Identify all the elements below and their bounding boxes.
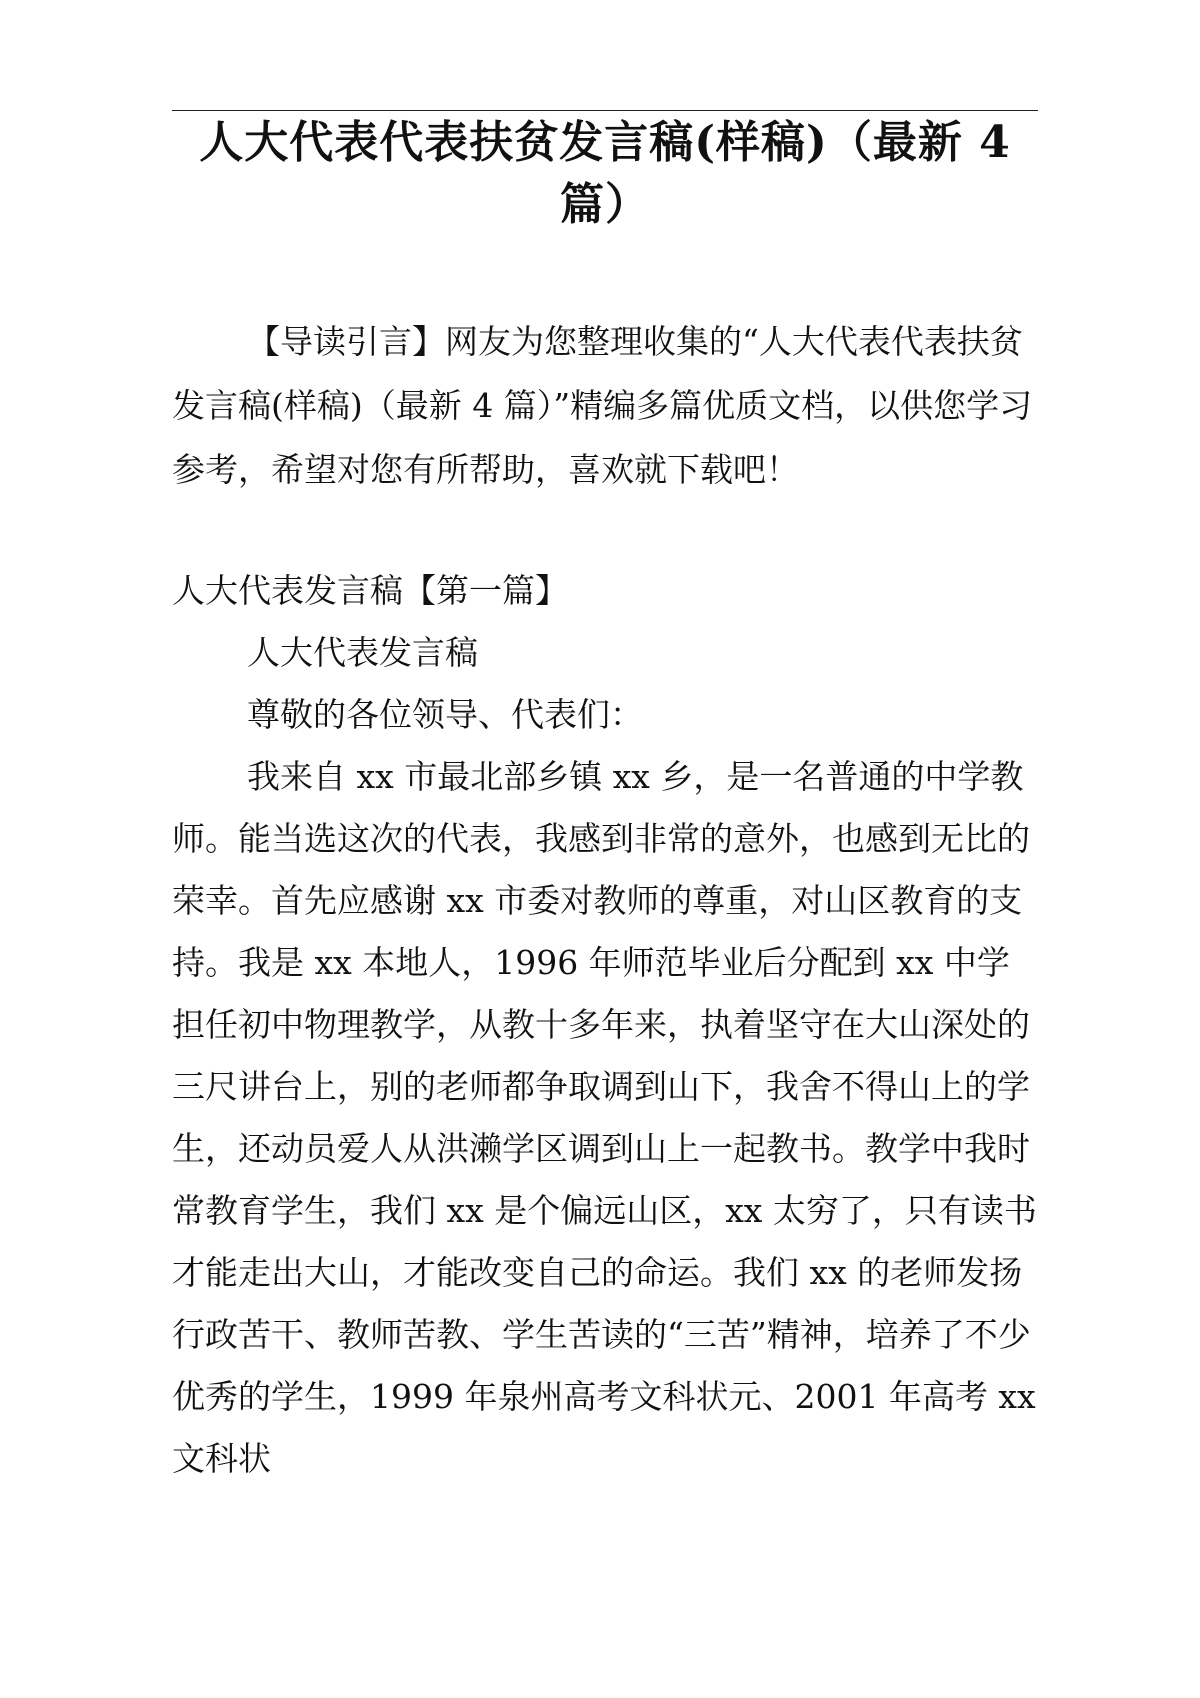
document-title: 人大代表代表扶贫发言稿(样稿)（最新 4 篇） [199,117,1011,230]
header-rule [172,110,1038,111]
salutation: 尊敬的各位领导、代表们： [247,695,643,734]
intro-block [172,310,1038,502]
speech-subtitle: 人大代表发言稿 [247,633,478,672]
body-paragraph: 我来自 xx 市最北部乡镇 xx 乡，是一名普通的中学教师。能当选这次的代表，我感到非常的意外，也感到无比的荣幸。首先应感谢 xx 市委对教师的尊重，对山区教育的支持。我是 xx 本地人，1996 年师范毕业后分配到 xx 中学担任初中物理教学，从教十多年来，执着坚守在大山深处的三尺讲台上，别的老师都争取调到山下，我舍不得山上的学生，还动员爱人从洪濑学区调到山上一起教书。教学中我时常教育学生，我们 xx 是个偏远山区，xx 太穷了，只有读书才能走出大山，才能改变自己的命运。我们 xx 的老师发扬行政苦干、教师苦教、学生苦读的“三苦”精神，培养了不少优秀的学生，1999 年泉州高考文科状元、2001 年高考 xx 文科状 [172,757,1037,1478]
document-body [172,560,1038,1490]
intro-paragraph: 【导读引言】网友为您整理收集的“人大代表代表扶贫发言稿(样稿)（最新 4 篇）”精编多篇优质文档，以供您学习参考，希望对您有所帮助，喜欢就下载吧！ [172,322,1033,489]
section-heading: 人大代表发言稿【第一篇】 [172,571,568,610]
